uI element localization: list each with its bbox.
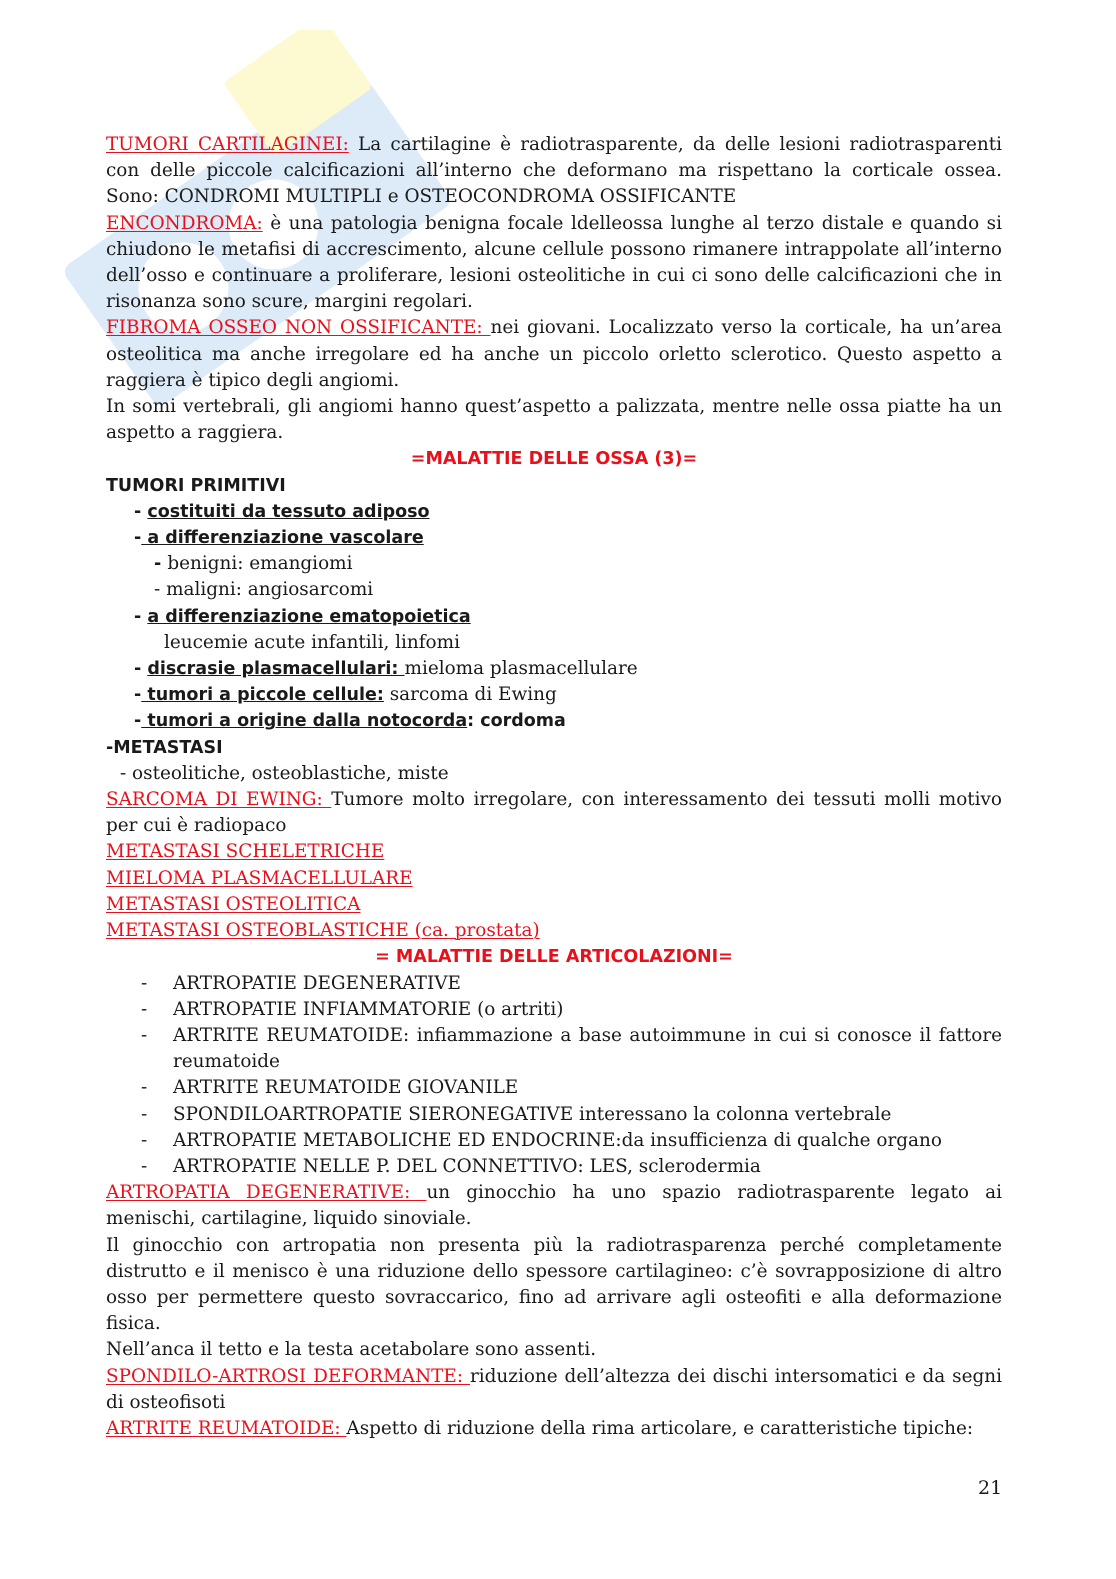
list-item-metastasi: - osteolitiche, osteoblastiche, miste — [120, 762, 449, 784]
list-item-ematopoietica: - a differenziazione ematopoietica — [134, 606, 471, 627]
heading-tumori-primitivi: TUMORI PRIMITIVI — [106, 475, 286, 496]
heading-spondilo-artrosi: SPONDILO-ARTROSI DEFORMANTE: — [106, 1365, 470, 1387]
section-title-ossa: =MALATTIE DELLE OSSA (3)= — [410, 449, 698, 470]
link-metastasi-osteolitica: METASTASI OSTEOLITICA — [106, 893, 361, 915]
list-item-adiposo: - costituiti da tessuto adiposo — [134, 501, 430, 522]
paragraph-fibroma: FIBROMA OSSEO NON OSSIFICANTE: nei giovani. Localizzato verso la corticale, ha un’area osteolitica ma anche irregolare ed ha anche un piccolo orletto sclerotico. Questo aspetto a raggiera è tipico degli angiomi. — [106, 317, 1002, 391]
list-item-benigni: - benigni: emangiomi — [154, 553, 353, 575]
document-page — [106, 132, 1002, 1442]
list-item-notocorda: - tumori a origine dalla notocorda: cordoma — [134, 711, 566, 732]
heading-sarcoma-ewing: SARCOMA DI EWING: — [106, 789, 332, 811]
list-item: - ARTROPATIE INFIAMMATORIE (o artriti) — [106, 997, 1002, 1023]
paragraph-sarcoma-ewing: SARCOMA DI EWING: Tumore molto irregolare, con interessamento dei tessuti molli motivo per cui è radiopaco — [106, 789, 1002, 837]
heading-artrite-reumatoide: ARTRITE REUMATOIDE: — [106, 1417, 347, 1439]
heading-tumori-cartilaginei: TUMORI CARTILAGINEI: — [106, 134, 349, 155]
list-item-piccole-cellule: - tumori a piccole cellule: sarcoma di Ewing — [134, 684, 557, 706]
list-articolazioni — [106, 971, 1002, 1181]
list-item: - ARTRITE REUMATOIDE GIOVANILE — [106, 1075, 1002, 1101]
link-metastasi-osteoblastiche: METASTASI OSTEOBLASTICHE (ca. prostata) — [106, 920, 540, 942]
section-title-articolazioni: = MALATTIE DELLE ARTICOLAZIONI= — [375, 947, 733, 968]
paragraph-spondilo-artrosi: SPONDILO-ARTROSI DEFORMANTE: riduzione dell’altezza dei dischi intersomatici e da segni di osteofisoti — [106, 1365, 1002, 1413]
heading-metastasi: -METASTASI — [106, 737, 223, 758]
link-metastasi-scheletriche: METASTASI SCHELETRICHE — [106, 841, 385, 863]
paragraph-encondroma: ENCONDROMA: è una patologia benigna focale ldelleossa lunghe al terzo distale e quando si chiudono le metafisi di accrescimento, alcune cellule possono rimanere intrappolate all’interno dell’osso e continuare a proliferare, lesioni osteolitiche in cui ci sono delle calcificazioni che in risonanza sono scure, margini regolari. — [106, 212, 1002, 313]
list-item: - ARTROPATIE DEGENERATIVE — [106, 971, 1002, 997]
list-item: - ARTROPATIE METABOLICHE ED ENDOCRINE:da insufficienza di qualche organo — [106, 1128, 1002, 1154]
heading-fibroma: FIBROMA OSSEO NON OSSIFICANTE: — [106, 317, 491, 339]
list-item: - ARTROPATIE NELLE P. DEL CONNETTIVO: LES, sclerodermia — [106, 1154, 1002, 1180]
list-item-discrasie: - discrasie plasmacellulari: mieloma plasmacellulare — [134, 658, 638, 680]
paragraph-artropatia-degenerative: ARTROPATIA DEGENERATIVE: un ginocchio ha uno spazio radiotrasparente legato ai menischi, cartilagine, liquido sinoviale. — [106, 1182, 1002, 1230]
paragraph-artrite-reumatoide: ARTRITE REUMATOIDE: Aspetto di riduzione della rima articolare, e caratteristiche tipiche: — [106, 1417, 974, 1439]
list-item-vascolare: - a differenziazione vascolare — [134, 528, 424, 549]
list-item: - ARTRITE REUMATOIDE: infiammazione a base autoimmune in cui si conosce il fattore reumatoide — [106, 1023, 1002, 1075]
page-number: 21 — [978, 1477, 1003, 1499]
paragraph-anca: Nell’anca il tetto e la testa acetabolare sono assenti. — [106, 1339, 597, 1361]
paragraph-ginocchio: Il ginocchio con artropatia non presenta più la radiotrasparenza perché completamente distrutto e il menisco è una riduzione dello spessore cartilagineo: c’è sovrapposizione di altro osso per permettere questo sovraccarico, fino ad arrivare agli osteofiti e alla deformazione fisica. — [106, 1234, 1002, 1335]
link-mieloma: MIELOMA PLASMACELLULARE — [106, 867, 413, 889]
heading-encondroma: ENCONDROMA: — [106, 212, 263, 234]
list-item-maligni: - maligni: angiosarcomi — [154, 579, 374, 601]
heading-artropatia-degenerative: ARTROPATIA DEGENERATIVE: — [106, 1182, 427, 1204]
paragraph-angiomi: In somi vertebrali, gli angiomi hanno quest’aspetto a palizzata, mentre nelle ossa piatte ha un aspetto a raggiera. — [106, 396, 1002, 444]
list-item-ematopoietica-text: leucemie acute infantili, linfomi — [164, 631, 460, 653]
paragraph-tumori-cartilaginei: TUMORI CARTILAGINEI: La cartilagine è radiotrasparente, da delle lesioni radiotrasparenti con delle piccole calcificazioni all’interno che deformano ma rispettano la corticale ossea. Sono: CONDROMI MULTIPLI e OSTEOCONDROMA OSSIFICANTE — [106, 134, 1003, 208]
list-item: - SPONDILOARTROPATIE SIERONEGATIVE interessano la colonna vertebrale — [106, 1102, 1002, 1128]
